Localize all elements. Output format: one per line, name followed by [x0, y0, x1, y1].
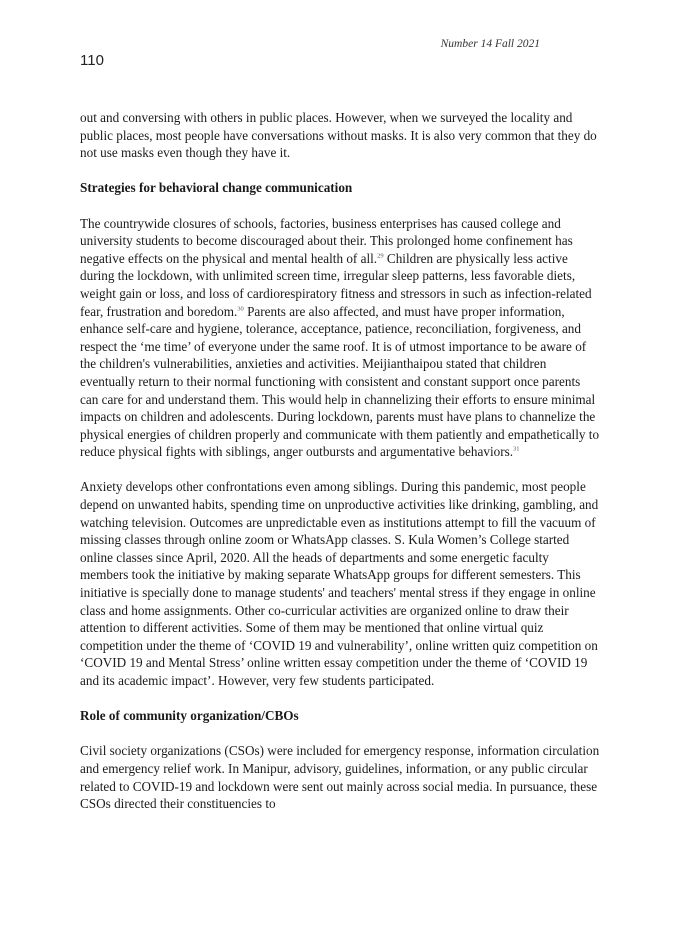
footnote-ref-30[interactable]: 30: [237, 305, 244, 313]
section-heading-community-organization: Role of community organization/CBOs: [80, 708, 299, 724]
footnote-ref-31[interactable]: 31: [513, 445, 520, 453]
paragraph-2-part-b: Children are physically less active during the lockdown, with unlimited screen time, irregular sleep patterns, less favorable diets, weight gain or loss, and loss of cardiorespiratory fitness and stressors in such as infection-related fear, frustration and boredom.: [80, 250, 592, 319]
section-heading-behavioral-change: Strategies for behavioral change communication: [80, 180, 353, 196]
journal-issue: Number 14 Fall 2021: [440, 38, 540, 50]
paragraph-4: Civil society organizations (CSOs) were included for emergency response, information circulation and emergency relief work. In Manipur, advisory, guidelines, information, or any public circular related to COVID-19 and lockdown were sent out mainly across social media. In pursuance, these CSOs directed their constituencies to: [80, 743, 600, 812]
page-number: 110: [80, 52, 104, 69]
footnote-ref-29[interactable]: 29: [377, 252, 384, 260]
paragraph-2-part-c: Parents are also affected, and must have proper information, enhance self-care and hygiene, tolerance, acceptance, patience, reconciliation, forgiveness, and respect the ‘me time’ of everyone under the same roof. It is of utmost importance to be aware of the children's vulnerabilities, anxieties and activities. Meijianthaipou stated that children eventually return to their normal functioning with consistent and constant support once parents can care for and understand them. This would help in channelizing their efforts to ensure minimal impacts on children and adolescents. During lockdown, parents must have plans to channelize the physical energies of children properly and communicate with them patiently and empathetically to reduce physical fights with siblings, anger outbursts and argumentative behaviors.: [80, 303, 600, 460]
paragraph-3: Anxiety develops other confrontations even among siblings. During this pandemic, most people depend on unwanted habits, spending time on unproductive activities like drinking, gambling, and watching television. Outcomes are unpredictable even as institutions attempt to fill the vacuum of missing classes through online zoom or WhatsApp classes. S. Kula Women’s College started online classes since April, 2020. All the heads of departments and some energetic faculty members took the initiative by making separate WhatsApp groups for different semesters. This initiative is specially done to manage students' and teachers' mental stress if they engage in online class and home assignments. Other co-curricular activities are organized online to draw their attention to different activities. Some of them may be mentioned that online virtual quiz competition under the theme of ‘COVID 19 and vulnerability’, online written quiz competition on ‘COVID 19 and Mental Stress’ online written essay competition under the theme of ‘COVID 19 and its academic impact’. However, very few students participated.: [80, 479, 599, 688]
page-body: [80, 109, 600, 813]
paragraph-1: out and conversing with others in public places. However, when we surveyed the locality and public places, most people have conversations without masks. It is also very common that they do not use masks even though they have it.: [80, 110, 597, 161]
paragraph-2: [80, 215, 600, 461]
paragraph-2-part-a: The countrywide closures of schools, factories, business enterprises has caused college and university students to become discouraged about their. This prolonged home confinement has negative effects on the physical and mental health of all.: [80, 215, 573, 266]
